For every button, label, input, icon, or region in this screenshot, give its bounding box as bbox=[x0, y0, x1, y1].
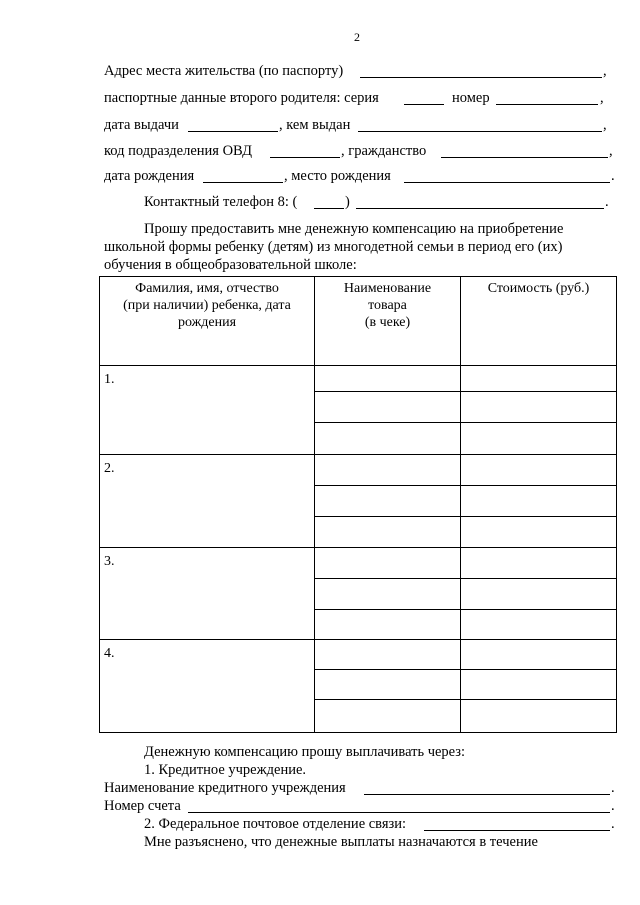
item-cell[interactable] bbox=[315, 366, 461, 392]
birth-place-label: , место рождения bbox=[284, 168, 391, 184]
citizenship-field[interactable] bbox=[441, 157, 608, 158]
cost-cell[interactable] bbox=[461, 700, 617, 733]
request-line-2: школьной формы ребенку (детям) из многодетной семьи в период его (их) bbox=[104, 239, 563, 255]
header-child-name: Фамилия, имя, отчество (при наличии) ребенка, дата рождения bbox=[100, 277, 315, 366]
address-comma: , bbox=[603, 63, 607, 79]
cost-cell[interactable] bbox=[461, 579, 617, 610]
passport-number-field[interactable] bbox=[496, 104, 598, 105]
payment-option-2: 2. Федеральное почтовое отделение связи: bbox=[144, 816, 407, 832]
second-parent-passport-label: паспортные данные второго родителя: серия bbox=[104, 90, 379, 106]
post-office-field[interactable] bbox=[424, 830, 610, 831]
item-cell[interactable] bbox=[315, 517, 461, 548]
phone-close-paren: ) bbox=[345, 194, 350, 210]
issued-by-field[interactable] bbox=[358, 131, 602, 132]
phone-number-field[interactable] bbox=[356, 208, 604, 209]
page-number: 2 bbox=[354, 30, 360, 44]
item-cell[interactable] bbox=[315, 486, 461, 517]
bank-name-field[interactable] bbox=[364, 794, 610, 795]
ovd-code-field[interactable] bbox=[270, 157, 340, 158]
compensation-table bbox=[99, 276, 617, 733]
citizenship-comma: , bbox=[609, 143, 613, 159]
child-cell-2[interactable]: 2. bbox=[100, 455, 315, 548]
bank-name-period: . bbox=[611, 780, 615, 796]
phone-period: . bbox=[605, 194, 609, 210]
cost-cell[interactable] bbox=[461, 423, 617, 455]
table-row bbox=[100, 366, 617, 392]
table-row bbox=[100, 548, 617, 579]
issued-by-label: , кем выдан bbox=[279, 117, 351, 133]
clarification-text: Мне разъяснено, что денежные выплаты назначаются в течение bbox=[144, 834, 538, 850]
request-line-1: Прошу предоставить мне денежную компенсацию на приобретение bbox=[144, 221, 564, 237]
cost-cell[interactable] bbox=[461, 486, 617, 517]
passport-comma: , bbox=[600, 90, 604, 106]
issue-date-label: дата выдачи bbox=[104, 117, 179, 133]
post-office-period: . bbox=[611, 816, 615, 832]
item-cell[interactable] bbox=[315, 610, 461, 640]
cost-cell[interactable] bbox=[461, 640, 617, 670]
cost-cell[interactable] bbox=[461, 548, 617, 579]
item-cell[interactable] bbox=[315, 423, 461, 455]
ovd-code-label: код подразделения ОВД bbox=[104, 143, 253, 159]
account-label: Номер счета bbox=[104, 798, 181, 814]
issued-by-comma: , bbox=[603, 117, 607, 133]
item-cell[interactable] bbox=[315, 640, 461, 670]
header-item-name: Наименование товара (в чеке) bbox=[315, 277, 461, 366]
item-cell[interactable] bbox=[315, 670, 461, 700]
item-cell[interactable] bbox=[315, 700, 461, 733]
payment-option-1: 1. Кредитное учреждение. bbox=[144, 762, 307, 778]
passport-number-label: номер bbox=[452, 90, 490, 106]
header-cost: Стоимость (руб.) bbox=[461, 277, 617, 366]
child-cell-1[interactable]: 1. bbox=[100, 366, 315, 455]
table-header-row bbox=[100, 277, 617, 366]
birth-place-field[interactable] bbox=[404, 182, 610, 183]
table-row bbox=[100, 455, 617, 486]
child-cell-3[interactable]: 3. bbox=[100, 548, 315, 640]
item-cell[interactable] bbox=[315, 455, 461, 486]
table-row bbox=[100, 640, 617, 670]
issue-date-field[interactable] bbox=[188, 131, 278, 132]
birth-date-label: дата рождения bbox=[104, 168, 195, 184]
payment-intro: Денежную компенсацию прошу выплачивать через: bbox=[144, 744, 466, 760]
cost-cell[interactable] bbox=[461, 610, 617, 640]
item-cell[interactable] bbox=[315, 579, 461, 610]
account-number-field[interactable] bbox=[188, 812, 610, 813]
request-line-3: обучения в общеобразовательной школе: bbox=[104, 257, 357, 273]
item-cell[interactable] bbox=[315, 548, 461, 579]
cost-cell[interactable] bbox=[461, 670, 617, 700]
cost-cell[interactable] bbox=[461, 455, 617, 486]
bank-name-label: Наименование кредитного учреждения bbox=[104, 780, 346, 796]
citizenship-label: , гражданство bbox=[341, 143, 427, 159]
phone-label: Контактный телефон 8: ( bbox=[144, 194, 298, 210]
birth-date-field[interactable] bbox=[203, 182, 283, 183]
address-field[interactable] bbox=[360, 77, 602, 78]
cost-cell[interactable] bbox=[461, 392, 617, 423]
cost-cell[interactable] bbox=[461, 517, 617, 548]
cost-cell[interactable] bbox=[461, 366, 617, 392]
address-label: Адрес места жительства (по паспорту) bbox=[104, 63, 344, 79]
phone-code-field[interactable] bbox=[314, 208, 344, 209]
account-period: . bbox=[611, 798, 615, 814]
item-cell[interactable] bbox=[315, 392, 461, 423]
passport-series-field[interactable] bbox=[404, 104, 444, 105]
child-cell-4[interactable]: 4. bbox=[100, 640, 315, 733]
birth-place-period: . bbox=[611, 168, 615, 184]
